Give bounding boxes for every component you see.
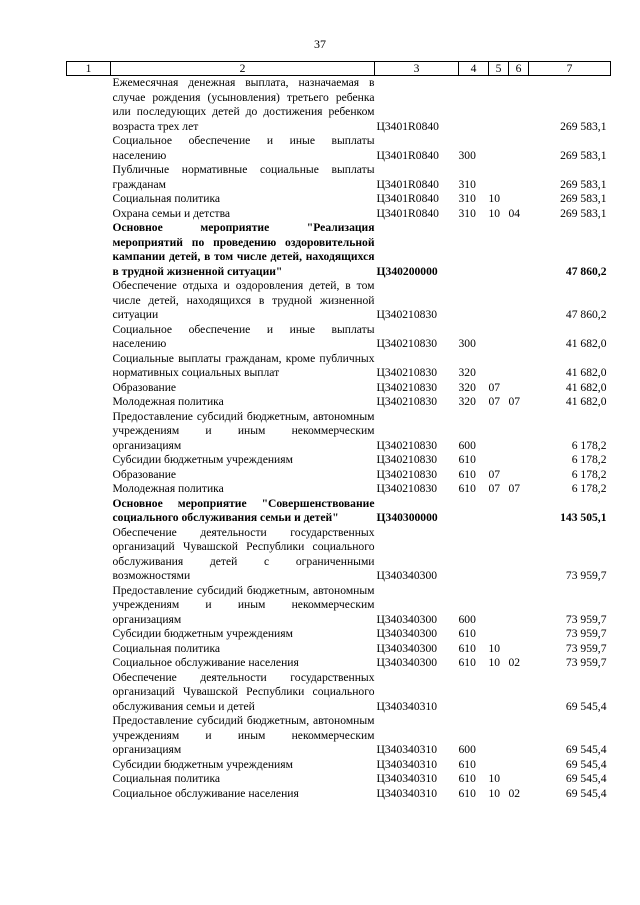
row-subsection: 07 xyxy=(508,482,521,495)
row-spacer-cell xyxy=(67,221,111,279)
row-section xyxy=(489,76,509,135)
row-code: Ц340340300 xyxy=(376,627,438,640)
table-row xyxy=(67,207,611,222)
row-spacer-cell xyxy=(67,714,111,758)
table-row xyxy=(67,134,611,163)
row-section: 10 xyxy=(488,641,501,655)
row-spacer-cell xyxy=(67,76,111,135)
row-subsection xyxy=(509,279,529,323)
table-row xyxy=(67,671,611,715)
table-row xyxy=(67,482,611,497)
row-subsection xyxy=(509,497,529,526)
table-row xyxy=(67,526,611,584)
row-subsection: 07 xyxy=(508,395,521,408)
table-row xyxy=(67,772,611,787)
row-subsection xyxy=(509,627,529,642)
row-expense-type: 610 xyxy=(458,627,476,640)
row-name: Социальное обслуживание населения xyxy=(112,786,299,800)
row-expense-type: 600 xyxy=(458,743,476,756)
row-code: Ц340210830 xyxy=(376,395,438,408)
row-amount: 73 959,7 xyxy=(565,569,607,582)
row-code: Ц340340310 xyxy=(376,786,438,800)
row-code: Ц340210830 xyxy=(376,438,438,452)
row-amount: 73 959,7 xyxy=(565,656,607,669)
row-spacer-cell xyxy=(67,772,111,787)
row-section xyxy=(489,279,509,323)
row-code: Ц3401R0840 xyxy=(376,192,439,205)
row-spacer-cell xyxy=(67,584,111,628)
row-expense-type: 610 xyxy=(458,772,476,785)
row-expense-type xyxy=(459,671,489,715)
row-spacer-cell xyxy=(67,323,111,352)
row-spacer-cell xyxy=(67,381,111,396)
row-name: Субсидии бюджетным учреждениям xyxy=(112,627,293,640)
table-row xyxy=(67,468,611,483)
row-subsection xyxy=(509,453,529,468)
row-spacer-cell xyxy=(67,468,111,483)
row-amount: 6 178,2 xyxy=(571,482,607,495)
row-amount: 69 545,4 xyxy=(565,786,607,800)
row-expense-type: 610 xyxy=(458,757,476,771)
page-number: 37 xyxy=(314,37,326,51)
table-row xyxy=(67,656,611,671)
header-col-4: 4 xyxy=(459,62,489,76)
row-code: Ц340210830 xyxy=(376,380,438,394)
row-spacer-cell xyxy=(67,482,111,497)
row-subsection xyxy=(509,163,529,192)
row-expense-type: 610 xyxy=(458,453,476,466)
row-section xyxy=(489,352,509,381)
budget-table xyxy=(66,61,611,801)
row-subsection xyxy=(509,134,529,163)
row-expense-type: 610 xyxy=(458,467,476,481)
row-code: Ц340340300 xyxy=(376,656,438,669)
row-spacer-cell xyxy=(67,134,111,163)
row-subsection xyxy=(509,758,529,773)
row-spacer-cell xyxy=(67,758,111,773)
row-name: Социальное обеспечение и иные выплаты населению xyxy=(112,322,375,350)
header-col-2: 2 xyxy=(111,62,375,76)
row-code: Ц3401R0840 xyxy=(376,206,439,220)
header-col-1: 1 xyxy=(67,62,111,76)
row-subsection xyxy=(509,772,529,787)
row-expense-type: 600 xyxy=(458,612,476,626)
row-subsection xyxy=(509,410,529,454)
row-spacer-cell xyxy=(67,395,111,410)
row-spacer-cell xyxy=(67,192,111,207)
row-name: Предоставление субсидий бюджетным, автономным учреждениям и иным некоммерческим организациям xyxy=(112,409,375,452)
row-subsection: 02 xyxy=(508,786,521,800)
row-expense-type: 320 xyxy=(458,366,476,379)
table-row xyxy=(67,642,611,657)
row-name: Субсидии бюджетным учреждениям xyxy=(112,757,293,771)
row-code: Ц340210830 xyxy=(376,337,438,350)
row-name: Предоставление субсидий бюджетным, автономным учреждениям и иным некоммерческим организациям xyxy=(112,714,375,756)
row-amount: 6 178,2 xyxy=(571,438,607,452)
header-col-7: 7 xyxy=(529,62,611,76)
row-spacer-cell xyxy=(67,656,111,671)
row-subsection xyxy=(509,642,529,657)
row-name: Основное мероприятие "Реализация мероприятий по проведению оздоровительной кампании детей, в том числе детей, находящихся в трудной жизненной ситуации" xyxy=(112,221,375,278)
row-name: Социальное обслуживание населения xyxy=(112,656,299,669)
row-code: Ц340340310 xyxy=(376,772,438,785)
row-code: Ц340340310 xyxy=(376,757,438,771)
table-row xyxy=(67,497,611,526)
row-section xyxy=(489,134,509,163)
table-row xyxy=(67,192,611,207)
row-subsection: 04 xyxy=(508,206,521,220)
row-name: Образование xyxy=(112,467,177,481)
row-section: 07 xyxy=(488,380,501,394)
row-name: Социальная политика xyxy=(112,772,221,785)
row-expense-type: 610 xyxy=(458,786,476,800)
row-section xyxy=(489,453,509,468)
row-subsection xyxy=(509,221,529,279)
table-row xyxy=(67,76,611,135)
row-amount: 73 959,7 xyxy=(565,612,607,626)
row-subsection xyxy=(509,468,529,483)
table-row xyxy=(67,352,611,381)
row-section xyxy=(489,714,509,758)
row-code: Ц340340300 xyxy=(376,569,438,582)
row-name: Основное мероприятие "Совершенствование социального обслуживания семьи и детей" xyxy=(112,496,375,524)
row-spacer-cell xyxy=(67,352,111,381)
table-row xyxy=(67,323,611,352)
row-section: 10 xyxy=(488,192,501,205)
row-code: Ц340210830 xyxy=(376,308,438,321)
row-code: Ц340210830 xyxy=(376,467,438,481)
table-row xyxy=(67,627,611,642)
row-spacer-cell xyxy=(67,526,111,584)
row-amount: 47 860,2 xyxy=(565,264,607,278)
row-amount: 6 178,2 xyxy=(571,453,607,466)
row-expense-type: 610 xyxy=(458,656,476,669)
row-name: Молодежная политика xyxy=(112,482,224,495)
row-code: Ц340340310 xyxy=(376,699,438,713)
row-subsection xyxy=(509,526,529,584)
row-section xyxy=(489,221,509,279)
row-name: Охрана семьи и детства xyxy=(112,206,231,220)
header-col-5: 5 xyxy=(489,62,509,76)
row-spacer-cell xyxy=(67,497,111,526)
row-section xyxy=(489,584,509,628)
row-amount: 269 583,1 xyxy=(560,206,607,220)
row-expense-type: 300 xyxy=(458,148,476,162)
row-code: Ц340340310 xyxy=(376,743,438,756)
row-spacer-cell xyxy=(67,410,111,454)
row-expense-type: 610 xyxy=(458,641,476,655)
row-code: Ц340210830 xyxy=(376,453,438,466)
row-code: Ц3401R0840 xyxy=(376,177,439,191)
table-row xyxy=(67,381,611,396)
row-expense-type xyxy=(459,221,489,279)
row-amount: 6 178,2 xyxy=(571,467,607,481)
table-row xyxy=(67,758,611,773)
row-section xyxy=(489,497,509,526)
row-name: Субсидии бюджетным учреждениям xyxy=(112,453,293,466)
row-subsection xyxy=(509,192,529,207)
row-spacer-cell xyxy=(67,671,111,715)
row-expense-type xyxy=(459,497,489,526)
table-row xyxy=(67,584,611,628)
table-body xyxy=(67,76,611,802)
row-spacer-cell xyxy=(67,207,111,222)
row-code: Ц340340300 xyxy=(376,641,438,655)
row-amount: 69 545,4 xyxy=(565,743,607,756)
header-col-3: 3 xyxy=(375,62,459,76)
row-name: Предоставление субсидий бюджетным, автономным учреждениям и иным некоммерческим организациям xyxy=(112,583,375,626)
row-section: 10 xyxy=(488,656,501,669)
row-amount: 41 682,0 xyxy=(565,395,607,408)
row-section xyxy=(489,323,509,352)
row-section: 10 xyxy=(488,772,501,785)
row-amount: 269 583,1 xyxy=(560,192,607,205)
row-subsection xyxy=(509,714,529,758)
row-section: 07 xyxy=(488,482,501,495)
table-row xyxy=(67,714,611,758)
row-name: Социальная политика xyxy=(112,192,221,205)
row-subsection xyxy=(509,671,529,715)
row-spacer-cell xyxy=(67,787,111,802)
row-name: Социальное обеспечение и иные выплаты населению xyxy=(112,134,375,162)
row-section xyxy=(489,627,509,642)
table-row xyxy=(67,410,611,454)
row-spacer-cell xyxy=(67,642,111,657)
table-row xyxy=(67,395,611,410)
row-expense-type: 300 xyxy=(458,337,476,350)
row-name: Ежемесячная денежная выплата, назначаемая в случае рождения (усыновления) третьего ребенка или последующих детей до достижения ребенком возраста трех лет xyxy=(112,76,375,133)
row-spacer-cell xyxy=(67,279,111,323)
row-subsection: 02 xyxy=(508,656,521,669)
row-name: Обеспечение деятельности государственных организаций Чувашской Республики социального обслуживания семьи и детей xyxy=(112,670,375,713)
row-section xyxy=(489,410,509,454)
row-section: 10 xyxy=(488,786,501,800)
row-name: Социальные выплаты гражданам, кроме публичных нормативных социальных выплат xyxy=(112,351,375,379)
table-row xyxy=(67,163,611,192)
row-subsection xyxy=(509,323,529,352)
row-expense-type: 320 xyxy=(458,395,476,408)
row-name: Социальная политика xyxy=(112,641,221,655)
row-expense-type xyxy=(459,76,489,135)
row-section xyxy=(489,758,509,773)
row-amount: 41 682,0 xyxy=(565,380,607,394)
row-subsection xyxy=(509,76,529,135)
row-subsection xyxy=(509,352,529,381)
row-amount: 69 545,4 xyxy=(565,772,607,785)
row-name: Обеспечение деятельности государственных организаций Чувашской Республики социального обслуживания детей с ограниченными возможностями xyxy=(112,525,375,582)
row-name: Молодежная политика xyxy=(112,395,224,408)
table-row xyxy=(67,221,611,279)
row-code: Ц340340300 xyxy=(376,612,438,626)
row-code: Ц340210830 xyxy=(376,482,438,495)
row-expense-type: 610 xyxy=(458,482,476,495)
row-spacer-cell xyxy=(67,453,111,468)
row-amount: 69 545,4 xyxy=(565,757,607,771)
row-expense-type xyxy=(459,526,489,584)
row-section: 07 xyxy=(488,467,501,481)
table-header xyxy=(67,62,611,76)
row-spacer-cell xyxy=(67,163,111,192)
row-expense-type: 600 xyxy=(458,438,476,452)
row-name: Обеспечение отдыха и оздоровления детей, в том числе детей, находящихся в трудной жизненной ситуации xyxy=(112,279,375,321)
row-amount: 41 682,0 xyxy=(565,337,607,350)
row-code: Ц340210830 xyxy=(376,366,438,379)
row-expense-type: 320 xyxy=(458,380,476,394)
row-expense-type: 310 xyxy=(458,206,476,220)
table-row xyxy=(67,279,611,323)
row-code: Ц3401R0840 xyxy=(376,148,439,162)
row-code: Ц340200000 xyxy=(376,264,438,278)
row-subsection xyxy=(509,584,529,628)
row-section: 10 xyxy=(488,206,501,220)
row-amount: 69 545,4 xyxy=(565,699,607,713)
row-section xyxy=(489,163,509,192)
row-section: 07 xyxy=(488,395,501,408)
row-section xyxy=(489,671,509,715)
row-expense-type: 310 xyxy=(458,177,476,191)
row-amount: 269 583,1 xyxy=(560,148,607,162)
row-expense-type: 310 xyxy=(458,192,476,205)
row-amount: 73 959,7 xyxy=(565,627,607,640)
row-expense-type xyxy=(459,279,489,323)
row-spacer-cell xyxy=(67,627,111,642)
row-name: Образование xyxy=(112,380,177,394)
table-row xyxy=(67,787,611,802)
row-amount: 269 583,1 xyxy=(560,119,607,133)
row-amount: 269 583,1 xyxy=(560,177,607,191)
row-amount: 41 682,0 xyxy=(565,366,607,379)
header-col-6: 6 xyxy=(509,62,529,76)
row-code: Ц340300000 xyxy=(376,511,438,524)
row-amount: 73 959,7 xyxy=(565,641,607,655)
row-section xyxy=(489,526,509,584)
row-subsection xyxy=(509,381,529,396)
row-amount: 47 860,2 xyxy=(565,308,607,321)
table-row xyxy=(67,453,611,468)
row-amount: 143 505,1 xyxy=(560,511,607,524)
row-code: Ц3401R0840 xyxy=(376,119,439,133)
row-name: Публичные нормативные социальные выплаты гражданам xyxy=(112,163,375,191)
